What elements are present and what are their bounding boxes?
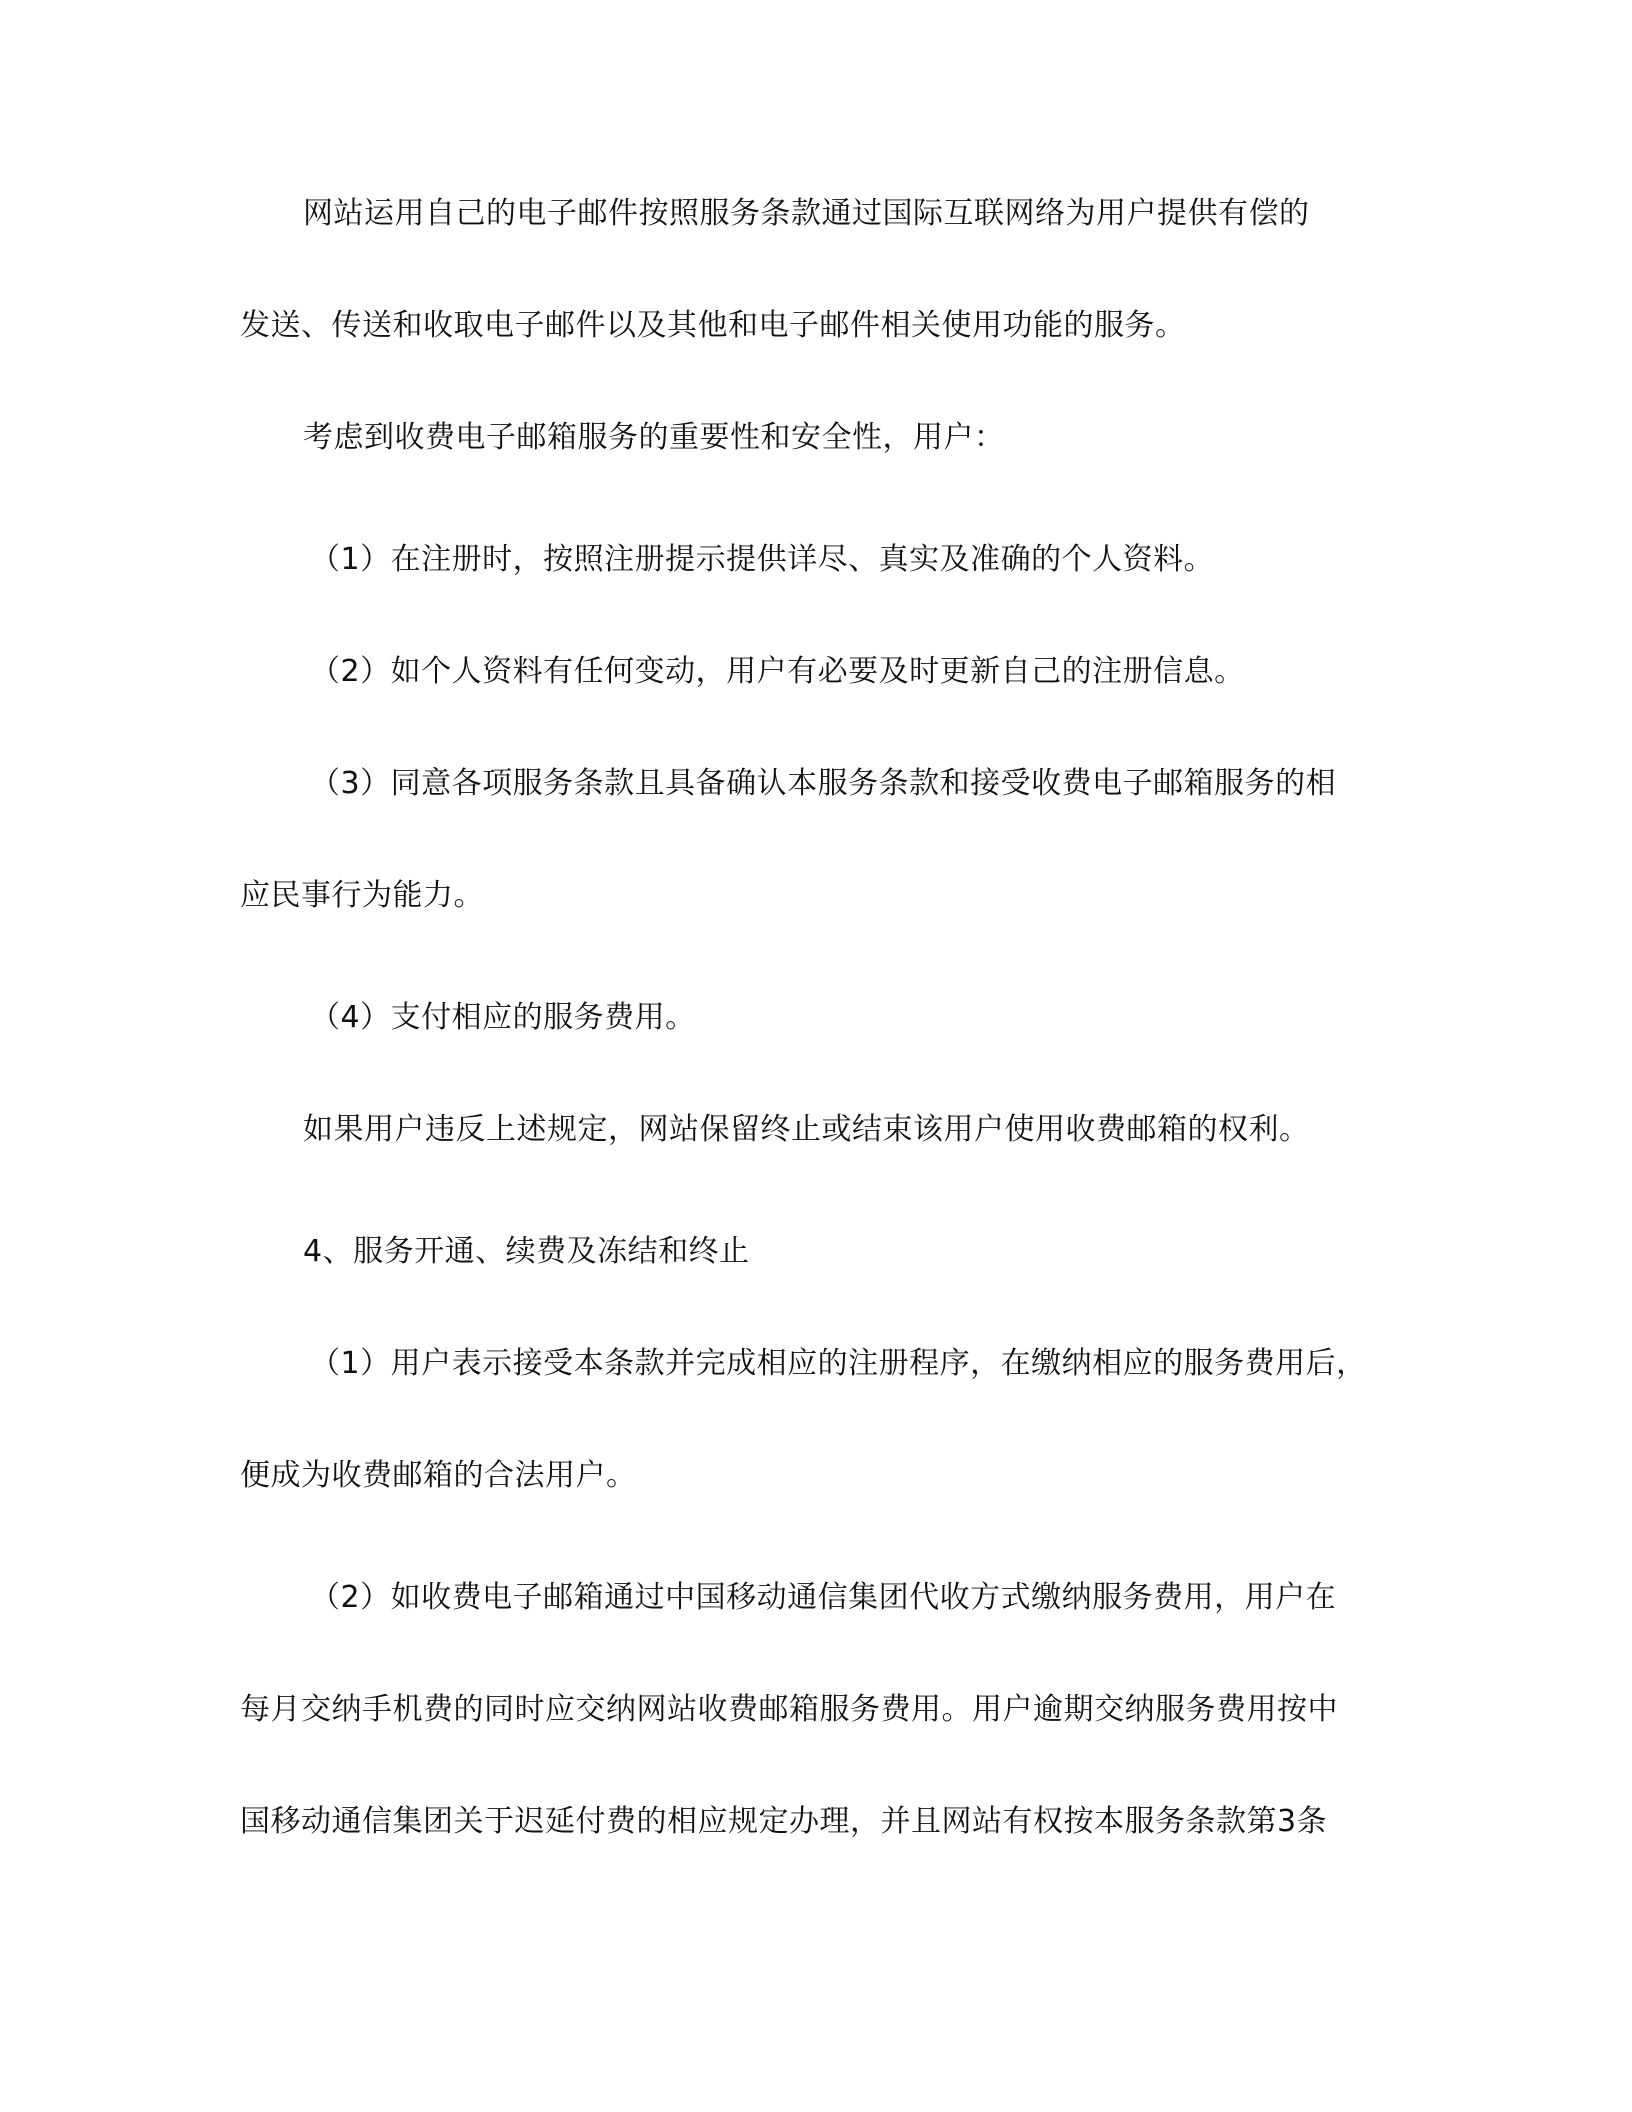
list-item-3-continuation: 应民事行为能力。 bbox=[240, 878, 484, 913]
section-item-1-continuation: 便成为收费邮箱的合法用户。 bbox=[240, 1458, 637, 1493]
list-item-4: （4）支付相应的服务费用。 bbox=[310, 1000, 696, 1035]
section-heading: 4、服务开通、续费及冻结和终止 bbox=[303, 1234, 750, 1269]
section-item-2-continuation-2: 国移动通信集团关于迟延付费的相应规定办理，并且网站有权按本服务条款第3条 bbox=[240, 1804, 1328, 1839]
paragraph-line-1: 网站运用自己的电子邮件按照服务条款通过国际互联网络为用户提供有偿的 bbox=[303, 196, 1310, 231]
paragraph-line-2: 发送、传送和收取电子邮件以及其他和电子邮件相关使用功能的服务。 bbox=[240, 308, 1186, 343]
paragraph-line-3: 考虑到收费电子邮箱服务的重要性和安全性，用户： bbox=[303, 420, 1005, 455]
paragraph-line-4: 如果用户违反上述规定，网站保留终止或结束该用户使用收费邮箱的权利。 bbox=[303, 1112, 1310, 1147]
section-item-1: （1）用户表示接受本条款并完成相应的注册程序，在缴纳相应的服务费用后， bbox=[310, 1346, 1367, 1381]
list-item-2: （2）如个人资料有任何变动，用户有必要及时更新自己的注册信息。 bbox=[310, 654, 1245, 689]
list-item-3: （3）同意各项服务条款且具备确认本服务条款和接受收费电子邮箱服务的相 bbox=[310, 766, 1337, 801]
list-item-1: （1）在注册时，按照注册提示提供详尽、真实及准确的个人资料。 bbox=[310, 542, 1215, 577]
section-item-2-continuation-1: 每月交纳手机费的同时应交纳网站收费邮箱服务费用。用户逾期交纳服务费用按中 bbox=[240, 1692, 1338, 1727]
section-item-2: （2）如收费电子邮箱通过中国移动通信集团代收方式缴纳服务费用，用户在 bbox=[310, 1580, 1337, 1615]
